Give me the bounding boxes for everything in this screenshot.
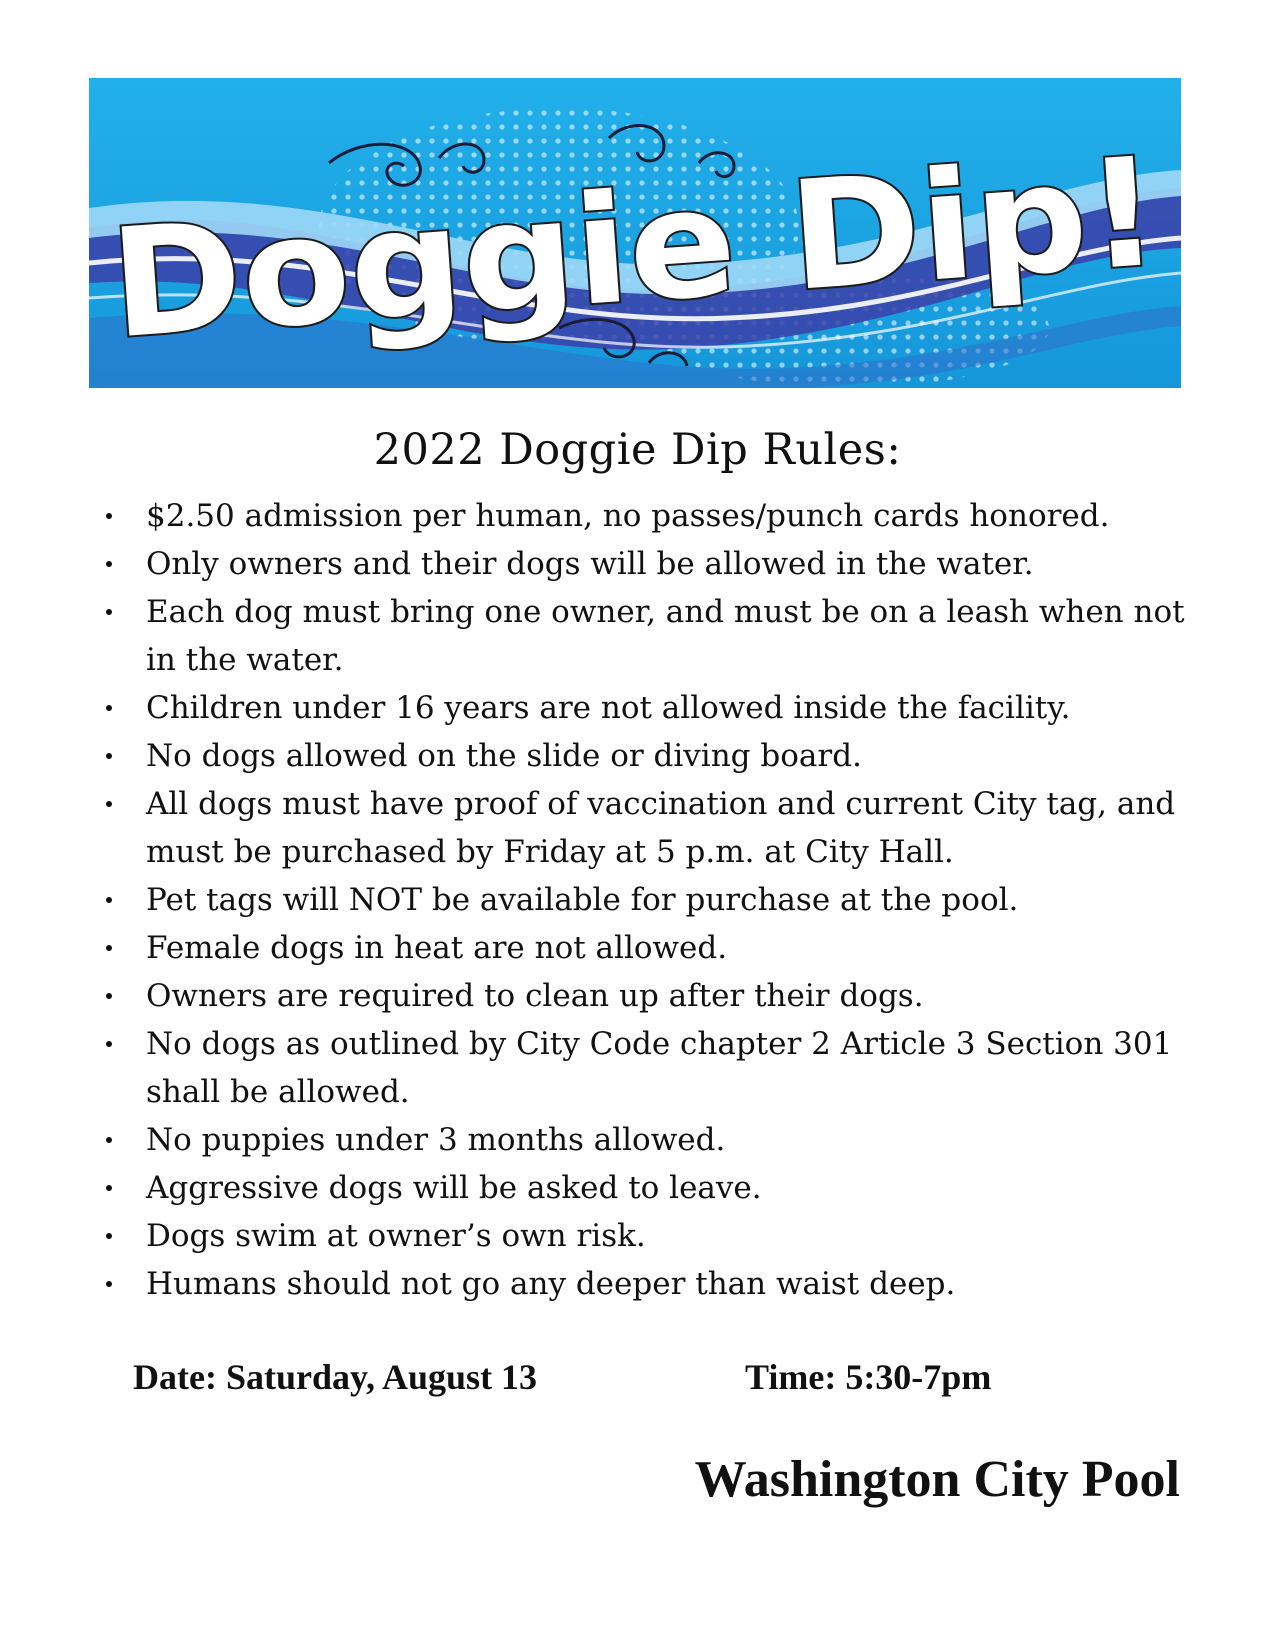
rule-item: $2.50 admission per human, no passes/punch cards honored. [100,492,1210,540]
rules-list [100,492,1210,1308]
rules-heading: 2022 Doggie Dip Rules: [373,425,902,475]
rule-item: Owners are required to clean up after their dogs. [100,972,1210,1020]
rule-item: Humans should not go any deeper than waist deep. [100,1260,1210,1308]
banner-title: Doggie Dip! [105,129,1115,373]
venue-name: Washington City Pool [694,1451,1180,1508]
rule-item: No puppies under 3 months allowed. [100,1116,1210,1164]
rule-item: All dogs must have proof of vaccination and current City tag, and must be purchased by Friday at 5 p.m. at City Hall. [100,780,1210,876]
doggie-dip-banner [89,78,1181,388]
rule-item: Each dog must bring one owner, and must be on a leash when not in the water. [100,588,1210,684]
rule-item: Aggressive dogs will be asked to leave. [100,1164,1210,1212]
rule-item: Pet tags will NOT be available for purchase at the pool. [100,876,1210,924]
event-date: Date: Saturday, August 13 [133,1357,538,1397]
rule-item: Only owners and their dogs will be allowed in the water. [100,540,1210,588]
event-time: Time: 5:30-7pm [745,1357,992,1397]
rule-item: Female dogs in heat are not allowed. [100,924,1210,972]
banner-graphic [89,78,1181,388]
rule-item: No dogs allowed on the slide or diving board. [100,732,1210,780]
rule-item: Dogs swim at owner’s own risk. [100,1212,1210,1260]
rule-item: No dogs as outlined by City Code chapter 2 Article 3 Section 301 shall be allowed. [100,1020,1210,1116]
rule-item: Children under 16 years are not allowed inside the facility. [100,684,1210,732]
